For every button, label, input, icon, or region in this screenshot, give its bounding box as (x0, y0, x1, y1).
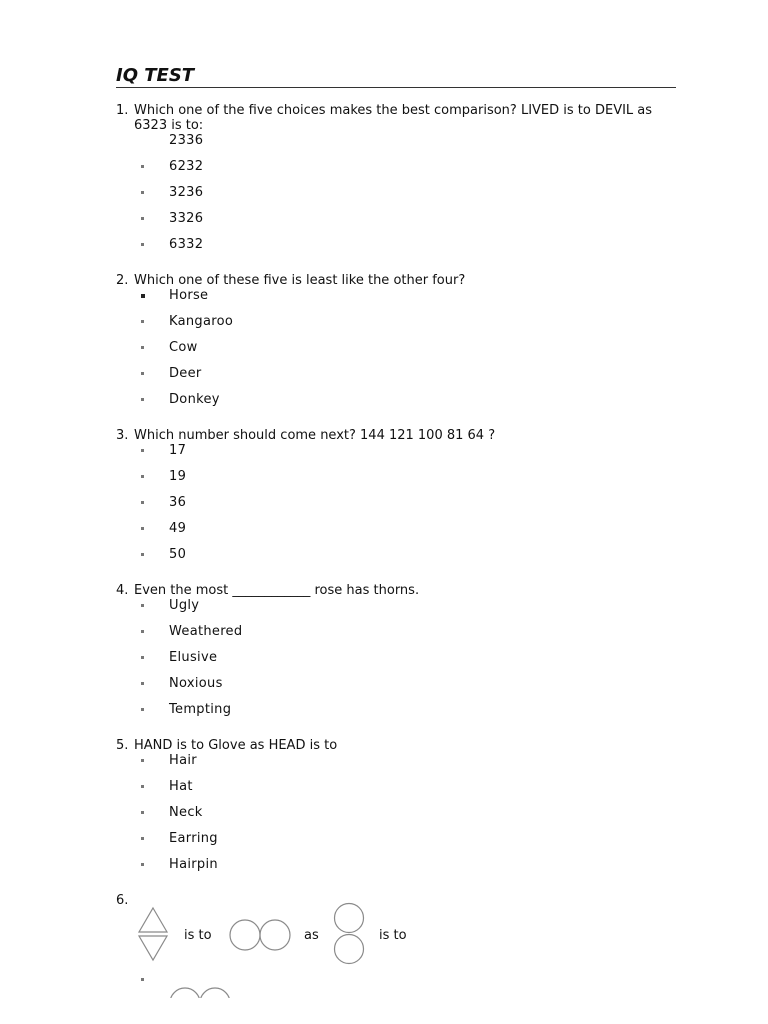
bullet-icon (141, 978, 144, 981)
choice-item[interactable] (116, 314, 676, 340)
choice-label: 3326 (169, 211, 204, 226)
choice-label: Earring (169, 831, 218, 846)
choice-label: Hat (169, 779, 193, 794)
choice-label: 19 (169, 469, 187, 484)
choice-list (116, 443, 676, 563)
bullet-icon (141, 708, 144, 711)
bullet-icon (141, 294, 145, 298)
choice-label: Kangaroo (169, 314, 234, 329)
choice-item[interactable] (116, 521, 676, 547)
question-3 (116, 428, 676, 563)
choice-item[interactable] (116, 237, 676, 253)
choice-list (116, 753, 676, 873)
choice-label: 17 (169, 443, 187, 458)
question-number: 4. (116, 583, 129, 598)
bullet-icon (141, 553, 144, 556)
bullet-icon (141, 527, 144, 530)
choice-item[interactable] (116, 366, 676, 392)
choice-label: Donkey (169, 392, 220, 407)
question-6 (116, 893, 676, 992)
choice-item[interactable] (116, 676, 676, 702)
choice-label: Noxious (169, 676, 223, 691)
choice-label: Elusive (169, 650, 218, 665)
iq-test-page (116, 66, 676, 992)
bullet-icon (141, 656, 144, 659)
bullet-icon (141, 165, 144, 168)
choice-item[interactable] (116, 598, 676, 624)
choice-item[interactable] (116, 392, 676, 408)
bullet-icon (141, 682, 144, 685)
choice-label: 36 (169, 495, 187, 510)
is-to-text: is to (184, 928, 212, 943)
bullet-icon (141, 837, 144, 840)
choice-item[interactable] (116, 805, 676, 831)
choice-item[interactable] (116, 340, 676, 366)
bullet-icon (141, 372, 144, 375)
question-text: Which one of these five is least like the other four? (134, 273, 466, 288)
choice-label: Weathered (169, 624, 243, 639)
bullet-icon (141, 863, 144, 866)
choice-item[interactable] (116, 211, 676, 237)
bullet-icon (141, 449, 144, 452)
choice-item[interactable] (116, 753, 676, 779)
choice-item[interactable] (116, 650, 676, 676)
question-text: Which number should come next? 144 121 100 81 64 ? (134, 428, 496, 443)
bullet-icon (141, 630, 144, 633)
choice-label: 3236 (169, 185, 204, 200)
choice-list (116, 133, 676, 253)
bullet-icon (141, 320, 144, 323)
choice-label: Neck (169, 805, 203, 820)
choice-item[interactable] (116, 831, 676, 857)
bullet-icon (141, 759, 144, 762)
question-text: Even the most ____________ rose has thorns. (134, 583, 420, 598)
choice-label: Ugly (169, 598, 200, 613)
question-number: 3. (116, 428, 129, 443)
choice-item[interactable] (116, 779, 676, 805)
choice-label: Deer (169, 366, 202, 381)
choice-item[interactable] (116, 133, 676, 159)
bullet-icon (141, 346, 144, 349)
choice-item[interactable] (116, 469, 676, 495)
question-number: 1. (116, 103, 129, 118)
is-to-text: is to (379, 928, 407, 943)
choice-list (116, 288, 676, 408)
question-number: 6. (116, 893, 129, 908)
bullet-icon (141, 217, 144, 220)
question-5 (116, 738, 676, 873)
two-circles-choice-icon (168, 986, 234, 998)
question-1 (116, 103, 676, 253)
choice-list (116, 598, 676, 718)
two-circles-horizontal-icon (228, 918, 294, 952)
question-4 (116, 583, 676, 718)
choice-item[interactable] (116, 185, 676, 211)
bullet-icon (141, 604, 144, 607)
bullet-icon (141, 501, 144, 504)
bullet-icon (141, 243, 144, 246)
choice-label: 49 (169, 521, 187, 536)
choice-item[interactable] (116, 857, 676, 873)
choice-item[interactable] (116, 547, 676, 563)
bullet-icon (141, 785, 144, 788)
bullet-icon (141, 475, 144, 478)
choice-item[interactable] (116, 443, 676, 469)
choice-label: Tempting (169, 702, 232, 717)
choice-item[interactable] (116, 972, 676, 992)
choice-label: 2336 (169, 133, 204, 148)
diamond-shape-icon (136, 906, 170, 962)
analogy-figure (116, 910, 676, 972)
choice-item[interactable] (116, 288, 676, 314)
as-text: as (304, 928, 319, 943)
choice-label: Cow (169, 340, 198, 355)
choice-label: Horse (169, 288, 209, 303)
choice-label: 50 (169, 547, 187, 562)
choice-item[interactable] (116, 624, 676, 650)
choice-item[interactable] (116, 495, 676, 521)
question-text: Which one of the five choices makes the best comparison? LIVED is to DEVIL as 6323 is to: (134, 103, 653, 133)
bullet-icon (141, 398, 144, 401)
bullet-icon (141, 191, 144, 194)
question-number: 5. (116, 738, 129, 753)
two-circles-vertical-icon (332, 902, 366, 966)
choice-item[interactable] (116, 702, 676, 718)
question-text: HAND is to Glove as HEAD is to (134, 738, 338, 753)
choice-item[interactable] (116, 159, 676, 185)
question-number: 2. (116, 273, 129, 288)
question-2 (116, 273, 676, 408)
choice-label: Hair (169, 753, 197, 768)
choice-label: 6332 (169, 237, 204, 252)
bullet-icon (141, 811, 144, 814)
choice-label: 6232 (169, 159, 204, 174)
choice-label: Hairpin (169, 857, 218, 872)
page-title: IQ TEST (116, 66, 676, 88)
